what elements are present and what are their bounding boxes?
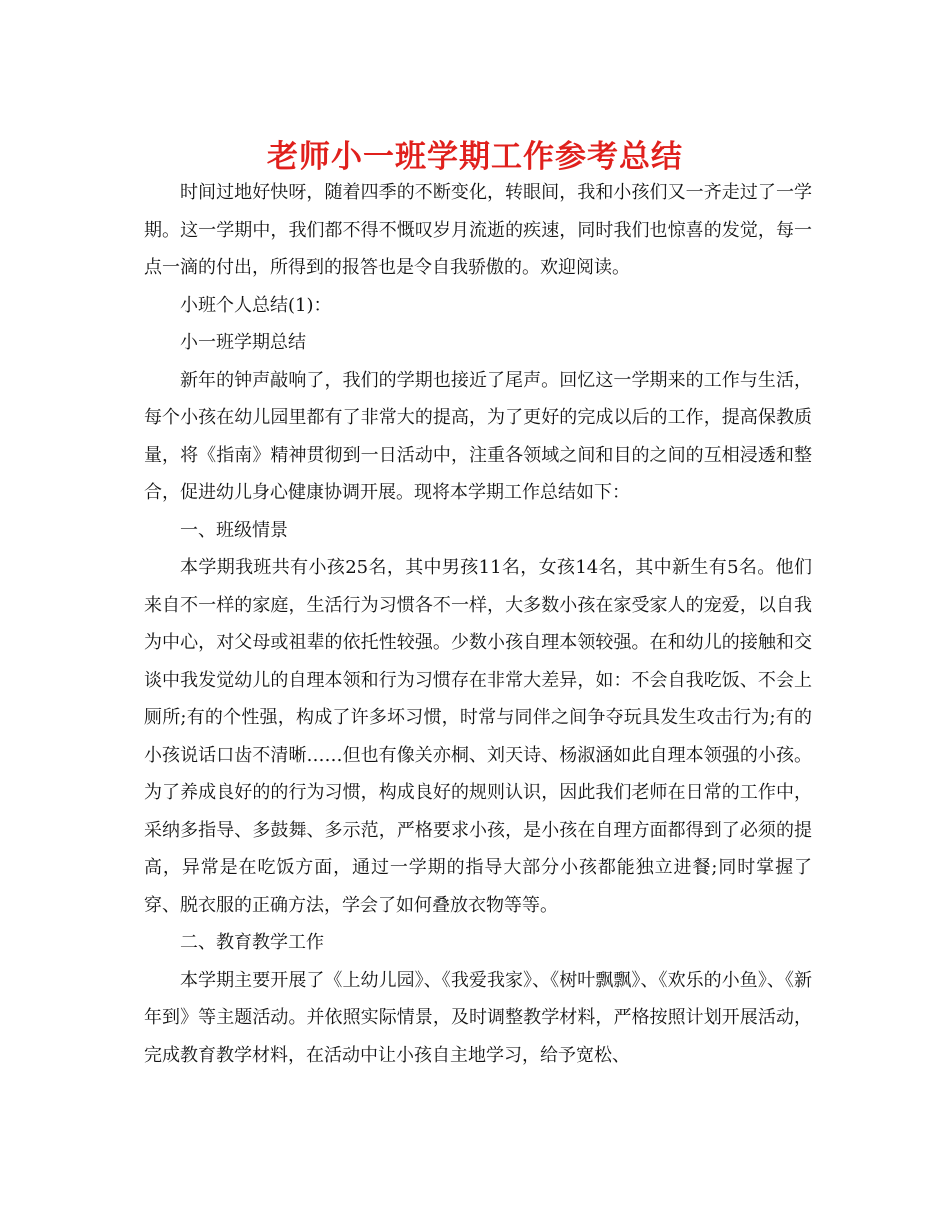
intro-paragraph: 时间过地好快呀，随着四季的不断变化，转眼间，我和小孩们又一齐走过了一学期。这一学期中，我们都不得不慨叹岁月流逝的疾速，同时我们也惊喜的发觉，每一点一滴的付出，所得到的报答也是令自我骄傲的。欢迎阅读。 (144, 182, 812, 278)
class-situation-paragraph: 本学期我班共有小孩25名，其中男孩11名，女孩14名，其中新生有5名。他们来自不一样的家庭，生活行为习惯各不一样，大多数小孩在家受家人的宠爱，以自我为中心，对父母或祖辈的依托性较强。少数小孩自理本领较强。在和幼儿的接触和交谈中我发觉幼儿的自理本领和行为习惯存在非常大差异，如：不会自我吃饭、不会上厕所;有的个性强，构成了许多坏习惯，时常与同伴之间争夺玩具发生攻击行为;有的小孩说话口齿不清晰……但也有像关亦桐、刘天诗、杨淑涵如此自理本领强的小孩。为了养成良好的的行为习惯，构成良好的规则认识，因此我们老师在日常的工作中，采纳多指导、多鼓舞、多示范，严格要求小孩，是小孩在自理方面都得到了必须的提高，异常是在吃饭方面，通过一学期的指导大部分小孩都能独立进餐;同时掌握了穿、脱衣服的正确方法，学会了如何叠放衣物等等。 (144, 557, 813, 916)
section-label-summary-1: 小班个人总结(1)： (180, 294, 332, 316)
section-heading-class-situation: 一、班级情景 (180, 519, 288, 541)
document-title: 老师小一班学期工作参考总结 (267, 139, 683, 175)
overview-paragraph: 新年的钟声敲响了，我们的学期也接近了尾声。回忆这一学期来的工作与生活，每个小孩在幼儿园里都有了非常大的提高，为了更好的完成以后的工作，提高保教质量，将《指南》精神贯彻到一日活动中，注重各领域之间和目的之间的互相浸透和整合，促进幼儿身心健康协调开展。现将本学期工作总结如下： (144, 369, 812, 503)
section-heading-teaching-work: 二、教育教学工作 (180, 932, 324, 953)
section-label-class-summary: 小一班学期总结 (180, 332, 306, 353)
teaching-work-paragraph: 本学期主要开展了《上幼儿园》、《我爱我家》、《树叶飘飘》、《欢乐的小鱼》、《新年到》等主题活动。并依照实际情景，及时调整教学材料，严格按照计划开展活动，完成教育教学材料，在活动中让小孩自主地学习，给予宽松、 (144, 969, 812, 1066)
document-body (144, 174, 812, 1074)
